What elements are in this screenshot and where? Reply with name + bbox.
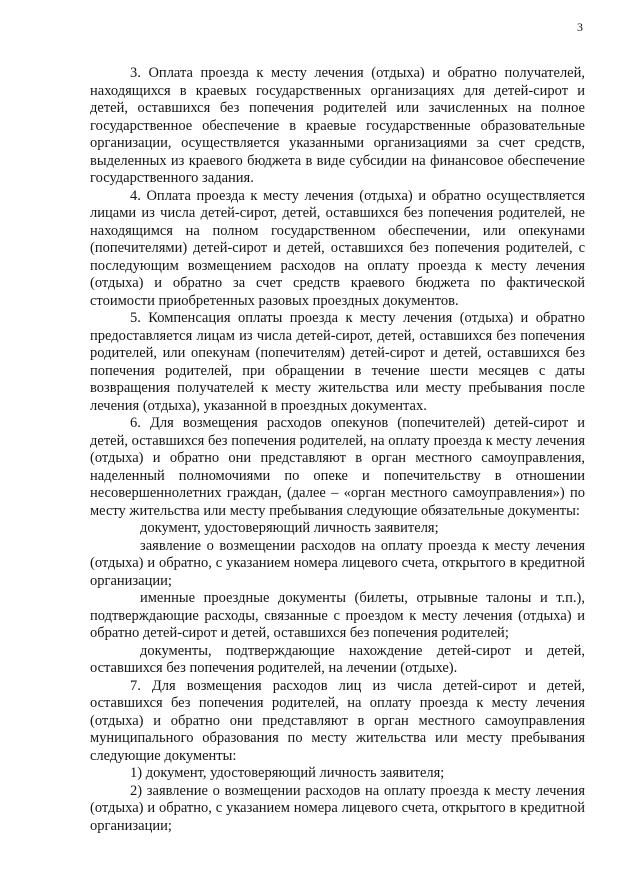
list-item: заявление о возмещении расходов на оплату проезда к месту лечения (отдыха) и обратно, с указанием номера лицевого счета, открытого в кредитной организации;: [90, 537, 585, 589]
sub-item: 1) документ, удостоверяющий личность заявителя;: [130, 765, 445, 781]
list-item: именные проездные документы (билеты, отрывные талоны и т.п.), подтверждающие расходы, связанные с проездом к месту лечения (отдыха) и обратно детей-сирот и детей, оставшихся без попечения родителей;: [90, 590, 585, 641]
page-number: 3: [577, 20, 583, 34]
sub-item: 2) заявление о возмещении расходов на оплату проезда к месту лечения (отдыха) и обратно, с указанием номера лицевого счета, открытого в кредитной организации;: [90, 782, 585, 834]
list-item: документ, удостоверяющий личность заявителя;: [140, 520, 439, 536]
paragraph-4: 4. Оплата проезда к месту лечения (отдыха) и обратно осуществляется лицами из числа детей-сирот, детей, оставшихся без попечения родителей, не находящимся на полном государственном обеспечении, или опекунами (попечителями) детей-сирот и детей, оставшихся без попечения родителей, с последующим возмещением расходов на оплату проезда к месту лечения (отдыха) и обратно за счет средств краевого бюджета по фактической стоимости приобретенных разовых проездных документов.: [90, 187, 585, 309]
list-item: документы, подтверждающие нахождение детей-сирот и детей, оставшихся без попечения родителей, на лечении (отдыхе).: [90, 642, 585, 676]
document-body: [90, 65, 585, 835]
paragraph-7: 7. Для возмещения расходов лиц из числа детей-сирот и детей, оставшихся без попечения родителей, на оплату проезда к месту лечения (отдыха) и обратно они представляют в орган местного самоуправления муниципального образования по месту жительства или месту пребывания следующие документы:: [90, 677, 585, 764]
paragraph-6: 6. Для возмещения расходов опекунов (попечителей) детей-сирот и детей, оставшихся без попечения родителей, на оплату проезда к месту лечения (отдыха) и обратно они представляют в орган местного самоуправления, наделенный полномочиями по опеке и попечительству в отношении несовершеннолетних граждан, (далее – «орган местного самоуправления») по месту жительства или месту пребывания следующие обязательные документы:: [90, 415, 585, 519]
paragraph-3: 3. Оплата проезда к месту лечения (отдыха) и обратно получателей, находящихся в краевых государственных организациях для детей-сирот и детей, оставшихся без попечения родителей или зачисленных на полное государственное обеспечение в краевые государственные образовательные организации, осуществляется указанными организациями за счет средств, выделенных из краевого бюджета в виде субсидии на финансовое обеспечение государственного задания.: [90, 65, 585, 186]
paragraph-5: 5. Компенсация оплаты проезда к месту лечения (отдыха) и обратно предоставляется лицам из числа детей-сирот, детей, оставшихся без попечения родителей, или опекунам (попечителям) детей-сирот и детей, оставшихся без попечения родителей, при обращении в течение шести месяцев с даты возвращения получателей к месту жительства или месту пребывания после лечения (отдыха), указанной в проездных документах.: [90, 310, 585, 414]
